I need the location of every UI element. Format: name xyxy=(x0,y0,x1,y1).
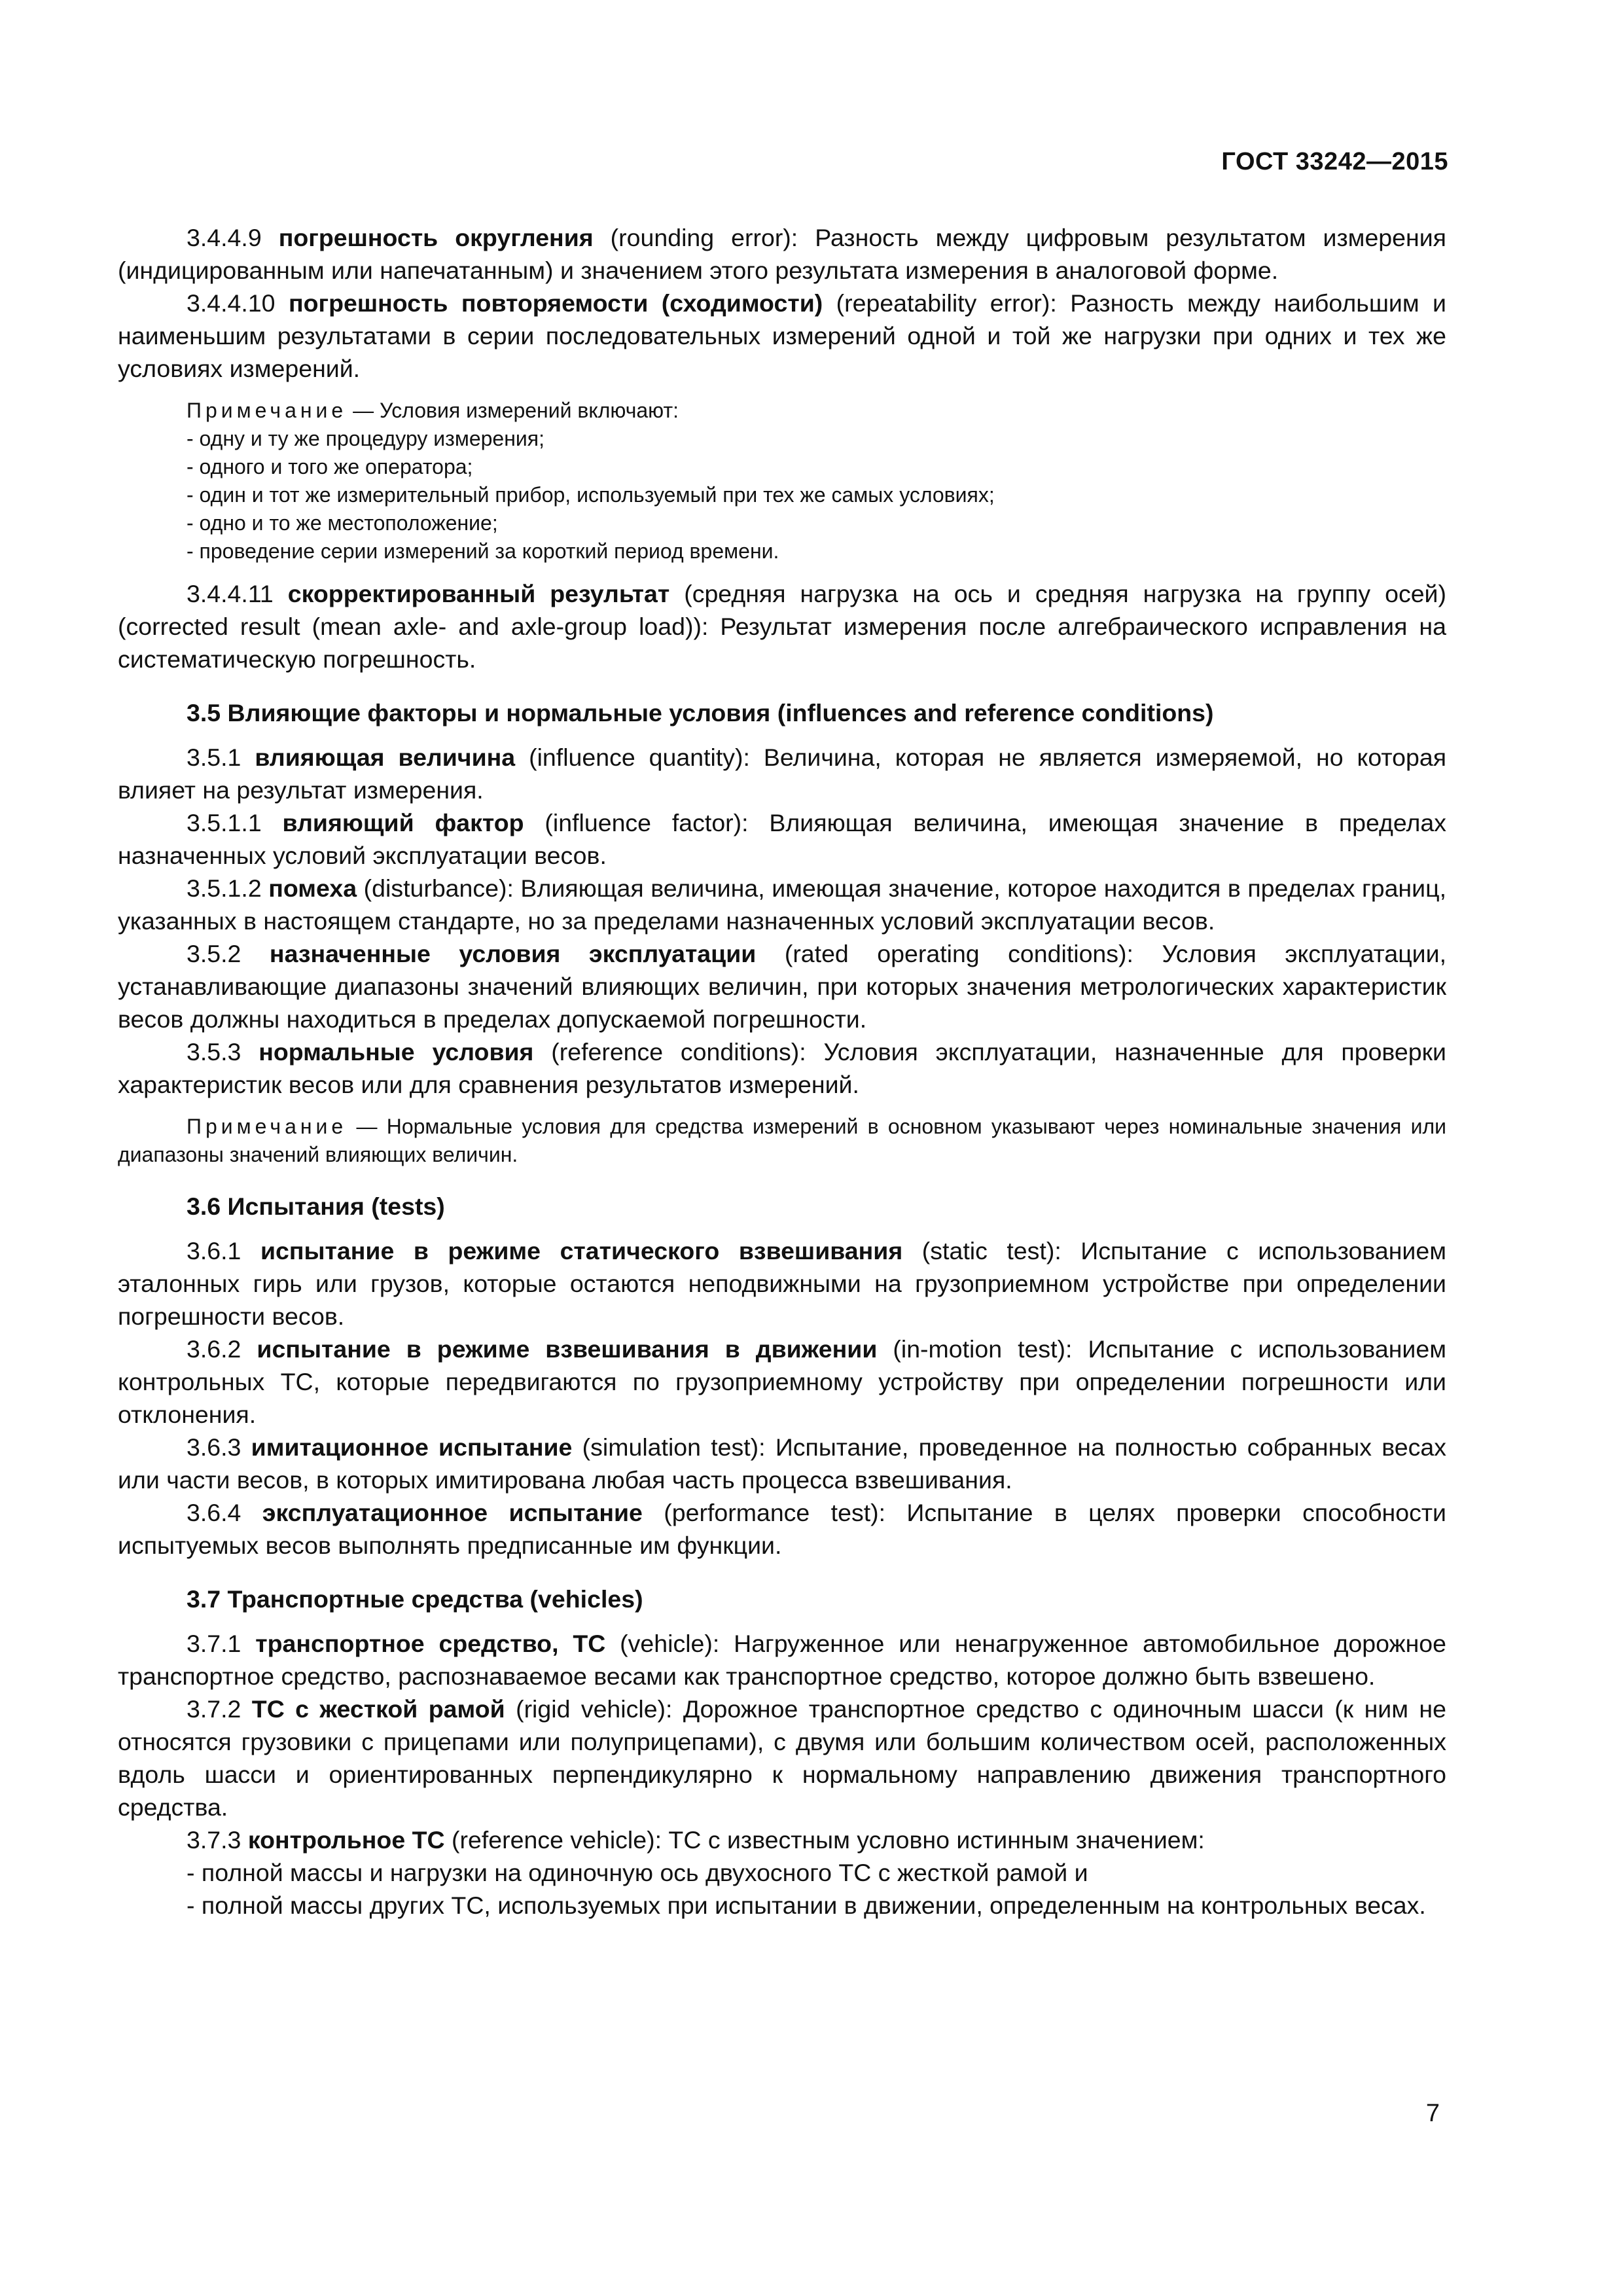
term-3-7-2 xyxy=(118,1693,1446,1823)
note-item: - одно и то же местоположение; xyxy=(187,511,498,535)
note-label: Примечание xyxy=(187,1115,348,1138)
term-definition: (influence factor): Влияющая величина, имеющая значение в пределах назначенных условий эксплуатации весов. xyxy=(118,809,1446,869)
list-item: - полной массы и нагрузки на одиночную ось двухосного ТС с жесткой рамой и xyxy=(187,1859,1088,1886)
page-content xyxy=(118,221,1446,1922)
section-heading-3-7: 3.7 Транспортные средства (vehicles) xyxy=(187,1585,643,1613)
term-definition: (simulation test): Испытание, проведенное на полностью собранных весах или части весов, в которых имитирована любая часть процесса взвешивания. xyxy=(118,1433,1446,1494)
page-number: 7 xyxy=(1425,2100,1440,2127)
clause-number: 3.7.2 xyxy=(187,1695,241,1723)
term-definition: (performance test): Испытание в целях проверки способности испытуемых весов выполнять предписанные им функции. xyxy=(118,1499,1446,1559)
term-definition: (disturbance): Влияющая величина, имеющая значение, которое находится в пределах границ, указанных в настоящем стандарте, но за пределами назначенных условий эксплуатации весов. xyxy=(118,874,1446,935)
clause-number: 3.5.2 xyxy=(187,940,241,967)
term-3-4-4-11 xyxy=(118,577,1446,675)
term-3-6-3 xyxy=(118,1431,1446,1496)
term-3-5-3 xyxy=(118,1035,1446,1101)
clause-number: 3.6.1 xyxy=(187,1237,241,1265)
clause-number: 3.7.3 xyxy=(187,1826,241,1854)
note-measurement-conditions xyxy=(118,397,1446,565)
list-item: - полной массы других ТС, используемых при испытании в движении, определенным на контрольных весах. xyxy=(187,1892,1426,1919)
term-definition: (reference vehicle): ТС с известным условно истинным значением: xyxy=(444,1826,1205,1854)
clause-number: 3.6.4 xyxy=(187,1499,241,1526)
term-definition: (rounding error): Разность между цифровым результатом измерения (индицированным или напечатанным) и значением этого результата измерения в аналоговой форме. xyxy=(118,224,1446,284)
term-3-7-1 xyxy=(118,1627,1446,1693)
term-name: влияющая величина xyxy=(255,744,516,771)
term-3-4-4-10 xyxy=(118,287,1446,385)
term-3-5-1-1 xyxy=(118,806,1446,872)
term-definition: (rigid vehicle): Дорожное транспортное средство с одиночным шасси (к ним не относятся грузовики с прицепами или полуприцепами), с двумя или большим количеством осей, расположенных вдоль шасси и ориентированных перпендикулярно к нормальному направлению движения транспортного средства. xyxy=(118,1695,1446,1821)
term-definition: (repeatability error): Разность между наибольшим и наименьшим результатами в серии последовательных измерений одной и той же нагрузки при одних и тех же условиях измерений. xyxy=(118,289,1446,382)
clause-number: 3.4.4.9 xyxy=(187,224,262,251)
clause-number: 3.5.1.1 xyxy=(187,809,262,836)
note-reference-conditions xyxy=(118,1113,1446,1169)
term-definition: (in-motion test): Испытание с использованием контрольных ТС, которые передвигаются по грузоприемному устройству при определении погрешности или отклонения. xyxy=(118,1335,1446,1428)
clause-number: 3.4.4.11 xyxy=(187,580,274,607)
term-3-5-2 xyxy=(118,937,1446,1035)
term-definition: (vehicle): Нагруженное или ненагруженное автомобильное дорожное транспортное средство, распознаваемое весами как транспортное средство, которое должно быть взвешено. xyxy=(118,1630,1447,1690)
note-item: - одного и того же оператора; xyxy=(187,455,473,478)
term-definition: (средняя нагрузка на ось и средняя нагрузка на группу осей) (corrected result (mean axle- and axle-group load)): Результат измерения после алгебраического исправления на систематическую погрешность. xyxy=(118,580,1446,673)
clause-number: 3.6.3 xyxy=(187,1433,241,1461)
clause-number: 3.4.4.10 xyxy=(187,289,276,317)
note-item: - одну и ту же процедуру измерения; xyxy=(187,427,544,450)
term-name: имитационное испытание xyxy=(251,1433,573,1461)
term-3-6-1 xyxy=(118,1234,1446,1333)
note-item: - проведение серии измерений за короткий период времени. xyxy=(187,539,779,563)
term-name: влияющий фактор xyxy=(282,809,524,836)
term-definition: (influence quantity): Величина, которая не является измеряемой, но которая влияет на результат измерения. xyxy=(118,744,1447,804)
clause-number: 3.5.3 xyxy=(187,1038,241,1066)
term-definition: (rated operating conditions): Условия эксплуатации, устанавливающие диапазоны значений влияющих величин, при которых значения метрологических характеристик весов должны находиться в пределах допускаемой погрешности. xyxy=(118,940,1446,1033)
term-3-7-3 xyxy=(118,1823,1446,1856)
term-3-5-1 xyxy=(118,741,1446,806)
document-id: ГОСТ 33242—2015 xyxy=(1221,148,1448,175)
clause-number: 3.6.2 xyxy=(187,1335,241,1363)
note-intro: — Условия измерений включают: xyxy=(347,399,679,422)
term-definition: (static test): Испытание с использованием эталонных гирь или грузов, которые остаются неподвижными на грузоприемном устройстве при определении погрешности весов. xyxy=(118,1237,1446,1330)
term-name: испытание в режиме взвешивания в движении xyxy=(257,1335,878,1363)
section-heading-3-5: 3.5 Влияющие факторы и нормальные условия (influences and reference conditions) xyxy=(187,699,1214,726)
term-3-5-1-2 xyxy=(118,872,1446,937)
section-heading-3-6: 3.6 Испытания (tests) xyxy=(187,1193,445,1220)
term-name: скорректированный результат xyxy=(287,580,670,607)
term-name: транспортное средство, ТС xyxy=(255,1630,606,1657)
term-name: эксплуатационное испытание xyxy=(262,1499,643,1526)
term-name: помеха xyxy=(268,874,357,902)
clause-number: 3.5.1.2 xyxy=(187,874,262,902)
note-label: Примечание xyxy=(187,399,348,422)
term-3-6-2 xyxy=(118,1333,1446,1431)
term-definition: (reference conditions): Условия эксплуатации, назначенные для проверки характеристик весов или для сравнения результатов измерений. xyxy=(118,1038,1446,1098)
term-name: нормальные условия xyxy=(259,1038,534,1066)
clause-number: 3.7.1 xyxy=(187,1630,241,1657)
note-text: — Нормальные условия для средства измерений в основном указывают через номинальные значения или диапазоны значений влияющих величин. xyxy=(118,1115,1446,1166)
term-name: испытание в режиме статического взвешивания xyxy=(260,1237,903,1265)
term-3-4-4-9 xyxy=(118,221,1446,287)
term-name: контрольное ТС xyxy=(247,1826,445,1854)
term-name: ТС с жесткой рамой xyxy=(251,1695,505,1723)
note-item: - один и тот же измерительный прибор, используемый при тех же самых условиях; xyxy=(187,483,995,507)
clause-number: 3.5.1 xyxy=(187,744,241,771)
term-name: погрешность повторяемости (сходимости) xyxy=(288,289,823,317)
term-name: назначенные условия эксплуатации xyxy=(269,940,757,967)
term-3-6-4 xyxy=(118,1496,1446,1562)
term-name: погрешность округления xyxy=(278,224,594,251)
